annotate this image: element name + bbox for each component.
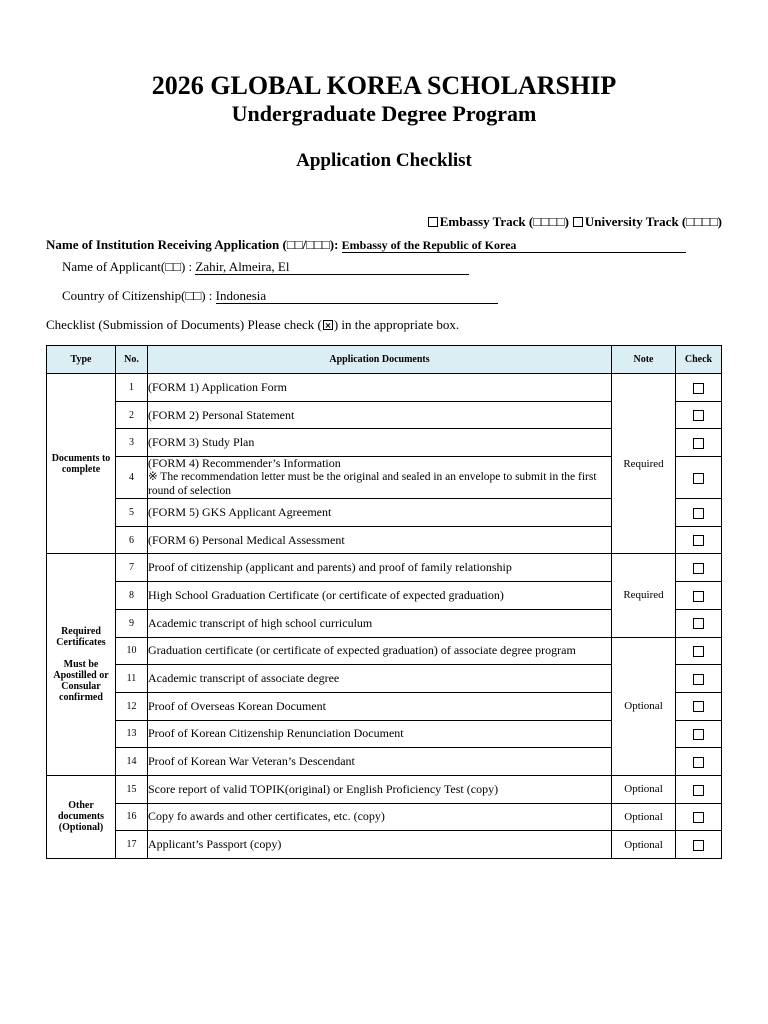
check-box[interactable] <box>693 508 704 519</box>
scholarship-title: 2026 GLOBAL KOREA SCHOLARSHIP <box>151 71 617 100</box>
document-name: Copy fo awards and other certificates, etc. (copy) <box>148 803 612 831</box>
checklist-title: Application Checklist <box>296 150 472 171</box>
header-documents: Application Documents <box>148 346 612 374</box>
row-number: 4 <box>116 457 148 499</box>
table-row <box>47 831 722 859</box>
row-number: 5 <box>116 499 148 527</box>
table-row <box>47 775 722 803</box>
check-box[interactable] <box>693 701 704 712</box>
document-name: High School Graduation Certificate (or certificate of expected graduation) <box>148 582 612 610</box>
embassy-track-checkbox[interactable] <box>428 217 438 227</box>
document-name: Proof of Korean War Veteran’s Descendant <box>148 748 612 776</box>
row-number: 7 <box>116 554 148 582</box>
check-box[interactable] <box>693 473 704 484</box>
document-name: Score report of valid TOPIK(original) or English Proficiency Test (copy) <box>148 775 612 803</box>
check-box[interactable] <box>693 785 704 796</box>
row-number: 6 <box>116 526 148 554</box>
document-name: (FORM 3) Study Plan <box>148 429 612 457</box>
applicant-line <box>62 259 469 275</box>
check-box[interactable] <box>693 674 704 685</box>
row-number: 8 <box>116 582 148 610</box>
document-name: Academic transcript of high school curriculum <box>148 609 612 637</box>
recommendation-note: ※ The recommendation letter must be the original and sealed in an envelope to submit in the first round of selection <box>148 471 597 498</box>
check-box[interactable] <box>693 757 704 768</box>
row-number: 1 <box>116 374 148 402</box>
row-number: 9 <box>116 609 148 637</box>
table-row <box>47 803 722 831</box>
check-box[interactable] <box>693 438 704 449</box>
note-optional: Optional <box>612 637 676 775</box>
check-box[interactable] <box>693 410 704 421</box>
check-box[interactable] <box>693 591 704 602</box>
header-check: Check <box>676 346 722 374</box>
row-number: 17 <box>116 831 148 859</box>
document-name <box>148 457 612 499</box>
header-type: Type <box>47 346 116 374</box>
document-name: Graduation certificate (or certificate of expected graduation) of associate degree program <box>148 637 612 665</box>
check-box[interactable] <box>693 646 704 657</box>
check-box[interactable] <box>693 729 704 740</box>
check-box[interactable] <box>693 563 704 574</box>
country-field[interactable]: Indonesia <box>216 289 498 304</box>
type-documents-to-complete: Documents to complete <box>47 374 116 554</box>
document-title: (FORM 4) Recommender’s Information <box>148 456 341 471</box>
application-checklist-table <box>46 345 722 859</box>
document-name: Applicant’s Passport (copy) <box>148 831 612 859</box>
track-selection <box>424 214 722 230</box>
check-box[interactable] <box>693 812 704 823</box>
type-required-certificates: Required Certificates Must be Apostilled or Consular confirmed <box>47 554 116 776</box>
row-number: 10 <box>116 637 148 665</box>
note-optional: Optional <box>612 775 676 803</box>
table-row <box>47 554 722 582</box>
document-name: Proof of Overseas Korean Document <box>148 692 612 720</box>
document-name: (FORM 1) Application Form <box>148 374 612 402</box>
checklist-instruction <box>46 317 459 333</box>
note-required: Required <box>612 374 676 554</box>
row-number: 12 <box>116 692 148 720</box>
row-number: 11 <box>116 665 148 693</box>
check-box[interactable] <box>693 618 704 629</box>
row-number: 14 <box>116 748 148 776</box>
note-optional: Optional <box>612 831 676 859</box>
type-other-documents: Other documents (Optional) <box>47 775 116 858</box>
row-number: 13 <box>116 720 148 748</box>
row-number: 3 <box>116 429 148 457</box>
university-track-label: University Track (□□□□) <box>584 214 722 229</box>
row-number: 16 <box>116 803 148 831</box>
row-number: 2 <box>116 401 148 429</box>
embassy-track-label: Embassy Track (□□□□) <box>439 214 569 229</box>
document-name: Proof of Korean Citizenship Renunciation Document <box>148 720 612 748</box>
header-note: Note <box>612 346 676 374</box>
table-row <box>47 637 722 665</box>
institution-label: Name of Institution Receiving Application (□□/□□□): <box>46 237 339 252</box>
program-subtitle: Undergraduate Degree Program <box>231 101 537 126</box>
country-label: Country of Citizenship(□□) : <box>62 288 213 303</box>
check-box[interactable] <box>693 535 704 546</box>
check-box[interactable] <box>693 840 704 851</box>
table-row <box>47 374 722 402</box>
note-optional: Optional <box>612 803 676 831</box>
document-name: (FORM 6) Personal Medical Assessment <box>148 526 612 554</box>
title-block <box>0 71 768 127</box>
check-box[interactable] <box>693 383 704 394</box>
note-required: Required <box>612 554 676 637</box>
institution-line <box>46 237 686 253</box>
document-name: (FORM 2) Personal Statement <box>148 401 612 429</box>
document-name: Academic transcript of associate degree <box>148 665 612 693</box>
document-name: (FORM 5) GKS Applicant Agreement <box>148 499 612 527</box>
applicant-label: Name of Applicant(□□) : <box>62 259 193 274</box>
instruction-text-after: ) in the appropriate box. <box>333 317 460 332</box>
applicant-name-field[interactable]: Zahir, Almeira, El <box>195 260 469 275</box>
institution-field[interactable]: Embassy of the Republic of Korea <box>342 238 686 253</box>
checked-box-icon <box>323 320 333 330</box>
university-track-checkbox[interactable] <box>573 217 583 227</box>
document-name: Proof of citizenship (applicant and parents) and proof of family relationship <box>148 554 612 582</box>
header-no: No. <box>116 346 148 374</box>
row-number: 15 <box>116 775 148 803</box>
instruction-text-before: Checklist (Submission of Documents) Please check ( <box>46 317 322 332</box>
country-line <box>62 288 498 304</box>
